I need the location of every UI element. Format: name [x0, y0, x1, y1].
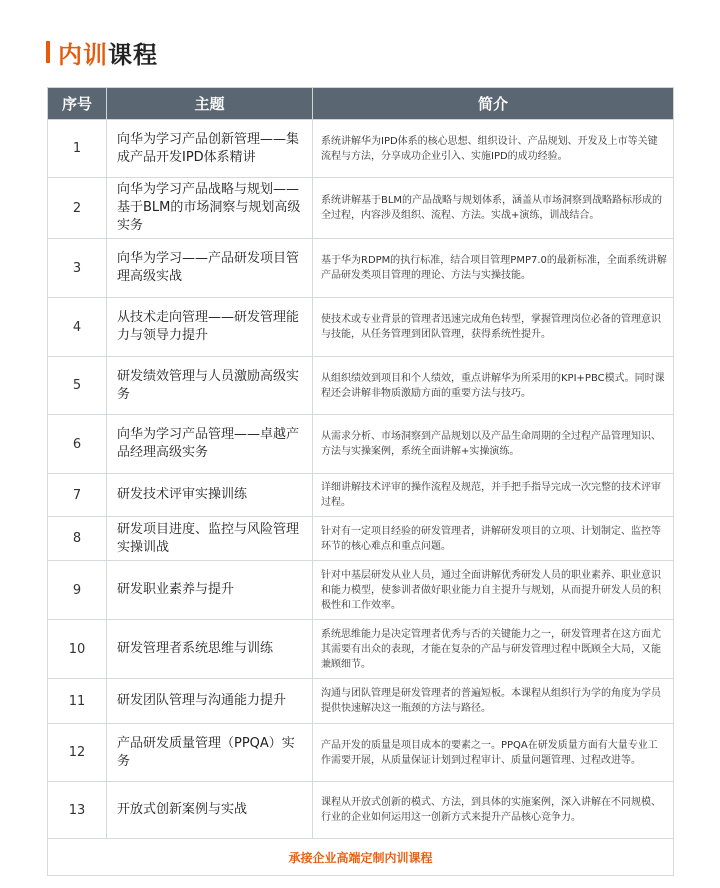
table-row — [48, 517, 674, 561]
row-description: 系统讲解华为IPD体系的核心思想、组织设计、产品规划、开发及上市等关键流程与方法，分享成功企业引入、实施IPD的成功经验。 — [313, 120, 674, 178]
row-topic: 研发管理者系统思维与训练 — [107, 620, 313, 679]
row-topic: 开放式创新案例与实战 — [107, 782, 313, 839]
row-number: 13 — [48, 782, 107, 839]
row-topic: 研发团队管理与沟通能力提升 — [107, 679, 313, 724]
row-topic: 向华为学习产品创新管理——集成产品开发IPD体系精讲 — [107, 120, 313, 178]
row-topic: 研发绩效管理与人员激励高级实务 — [107, 357, 313, 415]
course-table — [47, 87, 674, 876]
row-number: 7 — [48, 474, 107, 517]
row-description: 系统思维能力是决定管理者优秀与否的关键能力之一，研发管理者在这方面尤其需要有出众的表现，才能在复杂的产品与研发管理过程中既顾全大局，又能兼顾细节。 — [313, 620, 674, 679]
header-number: 序号 — [48, 88, 107, 120]
row-description: 使技术或专业背景的管理者迅速完成角色转型，掌握管理岗位必备的管理意识与技能，从任务管理到团队管理，获得系统性提升。 — [313, 298, 674, 357]
footer-note: 承接企业高端定制内训课程 — [48, 839, 674, 876]
row-number: 9 — [48, 561, 107, 620]
row-description: 产品开发的质量是项目成本的要素之一。PPQA在研发质量方面有大量专业工作需要开展，从质量保证计划到过程审计、质量问题管理、过程改进等。 — [313, 724, 674, 782]
row-number: 6 — [48, 415, 107, 474]
row-topic: 研发技术评审实操训练 — [107, 474, 313, 517]
table-row — [48, 782, 674, 839]
title-accent-text: 内训 — [58, 40, 108, 69]
table-row — [48, 415, 674, 474]
row-description: 从需求分析、市场洞察到产品规划以及产品生命周期的全过程产品管理知识、方法与实操案例，系统全面讲解+实操演练。 — [313, 415, 674, 474]
header-topic: 主题 — [107, 88, 313, 120]
table-row — [48, 298, 674, 357]
row-topic: 向华为学习——产品研发项目管理高级实战 — [107, 239, 313, 298]
table-footer-row — [48, 839, 674, 876]
row-topic: 研发职业素养与提升 — [107, 561, 313, 620]
row-number: 10 — [48, 620, 107, 679]
row-number: 4 — [48, 298, 107, 357]
table-row — [48, 474, 674, 517]
row-description: 针对中基层研发从业人员，通过全面讲解优秀研发人员的职业素养、职业意识和能力模型，使参训者做好职业能力自主提升与规划，从而提升研发人员的积极性和工作效率。 — [313, 561, 674, 620]
row-description: 系统讲解基于BLM的产品战略与规划体系，涵盖从市场洞察到战略路标形成的全过程，内容涉及组织、流程、方法。实战+演练，训战结合。 — [313, 178, 674, 239]
title-rest-text: 课程 — [108, 40, 158, 69]
row-description: 从组织绩效到项目和个人绩效，重点讲解华为所采用的KPI+PBC模式。同时课程还会讲解非物质激励方面的重要方法与技巧。 — [313, 357, 674, 415]
table-row — [48, 679, 674, 724]
table-row — [48, 357, 674, 415]
section-title — [46, 36, 158, 68]
table-row — [48, 178, 674, 239]
row-number: 5 — [48, 357, 107, 415]
header-description: 简介 — [313, 88, 674, 120]
row-number: 12 — [48, 724, 107, 782]
row-number: 3 — [48, 239, 107, 298]
row-number: 11 — [48, 679, 107, 724]
row-number: 8 — [48, 517, 107, 561]
table-row — [48, 561, 674, 620]
row-topic: 向华为学习产品管理——卓越产品经理高级实务 — [107, 415, 313, 474]
row-topic: 向华为学习产品战略与规划——基于BLM的市场洞察与规划高级实务 — [107, 178, 313, 239]
table-row — [48, 120, 674, 178]
table-row — [48, 239, 674, 298]
row-description: 详细讲解技术评审的操作流程及规范，并手把手指导完成一次完整的技术评审过程。 — [313, 474, 674, 517]
table-row — [48, 620, 674, 679]
row-number: 2 — [48, 178, 107, 239]
row-number: 1 — [48, 120, 107, 178]
row-topic: 从技术走向管理——研发管理能力与领导力提升 — [107, 298, 313, 357]
table-row — [48, 724, 674, 782]
row-description: 课程从开放式创新的模式、方法，到具体的实施案例，深入讲解在不同规模、行业的企业如何运用这一创新方式来提升产品核心竞争力。 — [313, 782, 674, 839]
row-description: 沟通与团队管理是研发管理者的普遍短板。本课程从组织行为学的角度为学员提供快速解决这一瓶颈的方法与路径。 — [313, 679, 674, 724]
row-topic: 产品研发质量管理（PPQA）实务 — [107, 724, 313, 782]
row-description: 针对有一定项目经验的研发管理者，讲解研发项目的立项、计划制定、监控等环节的核心难点和重点问题。 — [313, 517, 674, 561]
row-topic: 研发项目进度、监控与风险管理实操训战 — [107, 517, 313, 561]
title-accent-bar — [46, 41, 50, 63]
row-description: 基于华为RDPM的执行标准，结合项目管理PMP7.0的最新标准，全面系统讲解产品研发类项目管理的理论、方法与实操技能。 — [313, 239, 674, 298]
table-header-row — [48, 88, 674, 120]
